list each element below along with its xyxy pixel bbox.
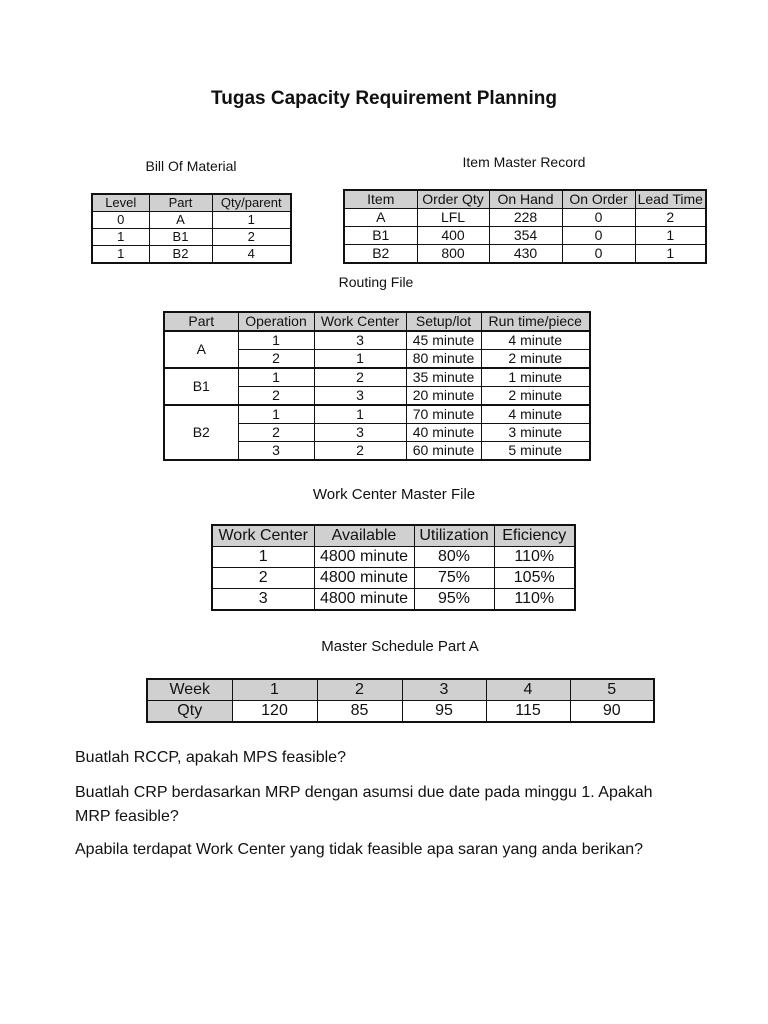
table-cell: 45 minute xyxy=(406,331,481,350)
table-cell: 2 minute xyxy=(481,350,590,369)
master-schedule-table xyxy=(146,678,655,723)
qty-cell: 85 xyxy=(317,701,402,723)
week-cell: 1 xyxy=(232,679,317,701)
table-cell: 1 xyxy=(212,212,291,229)
table-cell: 35 minute xyxy=(406,368,481,387)
table-cell: 4 minute xyxy=(481,331,590,350)
qty-cell: 90 xyxy=(570,701,654,723)
table-cell: 0 xyxy=(562,245,635,264)
column-header: Order Qty xyxy=(417,190,489,209)
week-label: Week xyxy=(147,679,232,701)
table-cell: 40 minute xyxy=(406,424,481,442)
table-cell: 0 xyxy=(562,227,635,245)
bom-table xyxy=(91,193,292,264)
table-cell: 3 minute xyxy=(481,424,590,442)
table-row xyxy=(164,405,590,424)
table-cell: 2 xyxy=(238,387,314,406)
column-header: On Order xyxy=(562,190,635,209)
table-cell: B2 xyxy=(344,245,417,264)
table-cell: 1 xyxy=(635,227,706,245)
master-schedule-caption: Master Schedule Part A xyxy=(321,638,479,655)
table-cell: 3 xyxy=(314,331,406,350)
column-header: Part xyxy=(149,194,212,212)
table-cell: 4800 minute xyxy=(314,547,414,568)
table-cell: 400 xyxy=(417,227,489,245)
table-row xyxy=(164,368,590,387)
column-header: Available xyxy=(314,525,414,547)
work-center-table xyxy=(211,524,576,611)
table-cell: 4 xyxy=(212,246,291,264)
table-row xyxy=(212,568,575,589)
table-cell: 1 xyxy=(238,368,314,387)
column-header: Part xyxy=(164,312,238,331)
table-row xyxy=(92,246,291,264)
column-header: Work Center xyxy=(212,525,314,547)
table-cell: 1 minute xyxy=(481,368,590,387)
qty-label: Qty xyxy=(147,701,232,723)
page-title: Tugas Capacity Requirement Planning xyxy=(211,88,557,109)
table-cell: 2 xyxy=(212,568,314,589)
table-cell: 3 xyxy=(212,589,314,611)
table-cell: B1 xyxy=(149,229,212,246)
table-cell: LFL xyxy=(417,209,489,227)
table-cell: B2 xyxy=(149,246,212,264)
table-cell: 800 xyxy=(417,245,489,264)
column-header: Eficiency xyxy=(494,525,575,547)
table-cell: 80% xyxy=(414,547,494,568)
table-cell: 1 xyxy=(92,246,149,264)
qty-cell: 95 xyxy=(402,701,486,723)
column-header: Run time/piece xyxy=(481,312,590,331)
week-row xyxy=(147,679,654,701)
column-header: Operation xyxy=(238,312,314,331)
table-row xyxy=(92,229,291,246)
part-cell: B1 xyxy=(164,368,238,405)
question-1: Buatlah RCCP, apakah MPS feasible? xyxy=(75,749,346,766)
item-master-table xyxy=(343,189,707,264)
table-cell: 2 xyxy=(635,209,706,227)
table-cell: 110% xyxy=(494,547,575,568)
table-cell: 4800 minute xyxy=(314,568,414,589)
table-row xyxy=(344,227,706,245)
table-cell: 110% xyxy=(494,589,575,611)
week-cell: 3 xyxy=(402,679,486,701)
table-cell: 3 xyxy=(314,387,406,406)
table-cell: 354 xyxy=(489,227,562,245)
table-cell: 1 xyxy=(314,350,406,369)
routing-table xyxy=(163,311,591,461)
column-header: Qty/parent xyxy=(212,194,291,212)
table-cell: 2 xyxy=(212,229,291,246)
table-cell: 228 xyxy=(489,209,562,227)
table-cell: 75% xyxy=(414,568,494,589)
table-cell: 0 xyxy=(92,212,149,229)
column-header: Item xyxy=(344,190,417,209)
week-cell: 5 xyxy=(570,679,654,701)
table-cell: 2 minute xyxy=(481,387,590,406)
table-cell: 4 minute xyxy=(481,405,590,424)
table-row xyxy=(212,589,575,611)
table-cell: 2 xyxy=(238,350,314,369)
table-header-row xyxy=(212,525,575,547)
bom-caption: Bill Of Material xyxy=(145,158,237,174)
qty-cell: 120 xyxy=(232,701,317,723)
table-cell: 1 xyxy=(635,245,706,264)
week-cell: 2 xyxy=(317,679,402,701)
routing-caption: Routing File xyxy=(338,274,414,290)
column-header: Level xyxy=(92,194,149,212)
week-cell: 4 xyxy=(486,679,570,701)
table-cell: 3 xyxy=(238,442,314,461)
table-header-row xyxy=(344,190,706,209)
part-cell: B2 xyxy=(164,405,238,460)
table-cell: A xyxy=(344,209,417,227)
qty-row xyxy=(147,701,654,723)
table-cell: A xyxy=(149,212,212,229)
column-header: Utilization xyxy=(414,525,494,547)
column-header: Lead Time xyxy=(635,190,706,209)
table-cell: 1 xyxy=(238,331,314,350)
qty-cell: 115 xyxy=(486,701,570,723)
table-cell: 105% xyxy=(494,568,575,589)
table-cell: 1 xyxy=(212,547,314,568)
table-cell: 4800 minute xyxy=(314,589,414,611)
table-cell: 1 xyxy=(92,229,149,246)
table-cell: 5 minute xyxy=(481,442,590,461)
table-cell: 3 xyxy=(314,424,406,442)
column-header: Setup/lot xyxy=(406,312,481,331)
question-3: Apabila terdapat Work Center yang tidak feasible apa saran yang anda berikan? xyxy=(75,841,644,858)
table-row xyxy=(212,547,575,568)
table-cell: B1 xyxy=(344,227,417,245)
table-cell: 95% xyxy=(414,589,494,611)
table-cell: 430 xyxy=(489,245,562,264)
table-row xyxy=(344,245,706,264)
table-cell: 80 minute xyxy=(406,350,481,369)
table-row xyxy=(92,212,291,229)
table-cell: 2 xyxy=(238,424,314,442)
column-header: Work Center xyxy=(314,312,406,331)
table-row xyxy=(344,209,706,227)
table-cell: 1 xyxy=(314,405,406,424)
table-row xyxy=(164,331,590,350)
table-header-row xyxy=(164,312,590,331)
table-cell: 2 xyxy=(314,368,406,387)
table-cell: 1 xyxy=(238,405,314,424)
table-cell: 2 xyxy=(314,442,406,461)
table-cell: 20 minute xyxy=(406,387,481,406)
table-cell: 70 minute xyxy=(406,405,481,424)
item-master-caption: Item Master Record xyxy=(462,154,586,170)
work-center-caption: Work Center Master File xyxy=(312,486,476,503)
table-header-row xyxy=(92,194,291,212)
table-cell: 0 xyxy=(562,209,635,227)
part-cell: A xyxy=(164,331,238,368)
question-2: Buatlah CRP berdasarkan MRP dengan asumsi due date pada minggu 1. Apakah MRP feasible? xyxy=(75,784,653,825)
column-header: On Hand xyxy=(489,190,562,209)
table-cell: 60 minute xyxy=(406,442,481,461)
